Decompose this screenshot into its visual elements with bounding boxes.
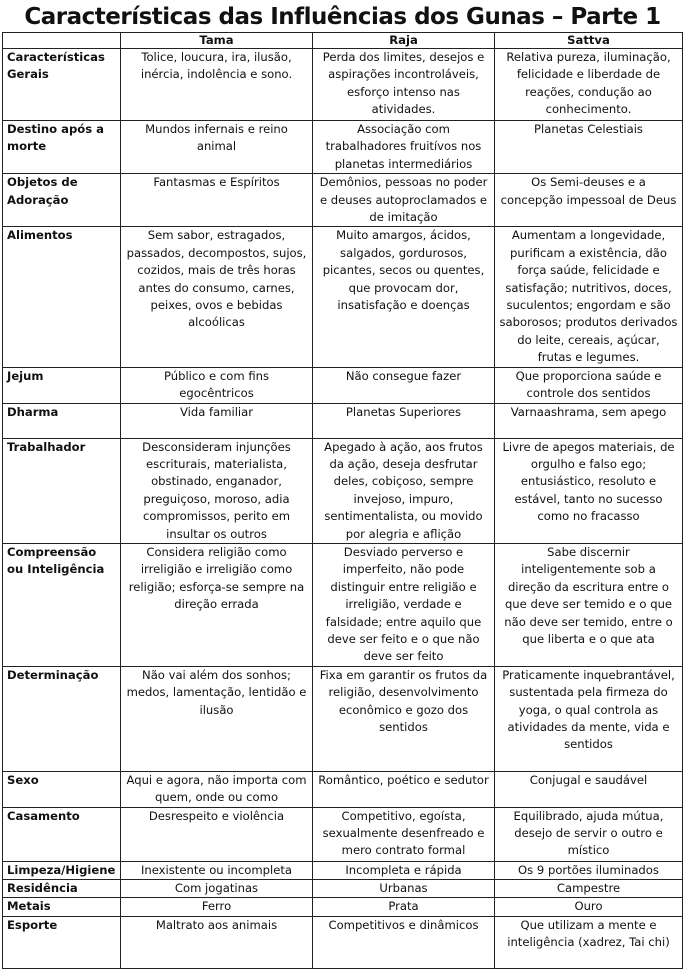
tama-cell: Não vai além dos sonhos; medos, lamentação, lentidão e ilusão xyxy=(121,666,313,771)
row-label: Destino após a morte xyxy=(3,121,121,174)
sattva-cell: Equilibrado, ajuda mútua, desejo de servir o outro e místico xyxy=(495,807,683,861)
header-row xyxy=(3,33,683,49)
sattva-cell: Campestre xyxy=(495,880,683,898)
sattva-cell: Que proporciona saúde e controle dos sentidos xyxy=(495,367,683,403)
sattva-cell: Os Semi-deuses e a concepção impessoal de Deus xyxy=(495,174,683,227)
row-label: Características Gerais xyxy=(3,49,121,121)
column-header-sattva: Sattva xyxy=(495,33,683,49)
table-row xyxy=(3,771,683,807)
raja-cell: Desviado perverso e imperfeito, não pode distinguir entre religião e irreligião, verdade e falsidade; entre aquilo que deve ser feito e o que não deve ser feito xyxy=(313,543,495,666)
tama-cell: Aqui e agora, não importa com quem, onde ou como xyxy=(121,771,313,807)
row-label: Sexo xyxy=(3,771,121,807)
sattva-cell: Praticamente inquebrantável, sustentada pela firmeza do yoga, o qual controla as atividades da mente, vida e sentidos xyxy=(495,666,683,771)
tama-cell: Desconsideram injunções escriturais, materialista, obstinado, enganador, preguiçoso, moroso, adia compromissos, perito em insultar os outros xyxy=(121,438,313,543)
row-label: Esporte xyxy=(3,916,121,968)
row-label: Dharma xyxy=(3,403,121,438)
raja-cell: Competitivos e dinâmicos xyxy=(313,916,495,968)
row-label: Metais xyxy=(3,898,121,916)
table-row xyxy=(3,666,683,771)
column-header-tama: Tama xyxy=(121,33,313,49)
raja-cell: Associação com trabalhadores fruitívos nos planetas intermediários xyxy=(313,121,495,174)
tama-cell: Ferro xyxy=(121,898,313,916)
tama-cell: Sem sabor, estragados, passados, decompostos, sujos, cozidos, mais de três horas antes do consumo, carnes, peixes, ovos e bebidas alcoólicas xyxy=(121,227,313,367)
sattva-cell: Aumentam a longevidade, purificam a existência, dão força saúde, felicidade e satisfação; nutritivos, doces, suculentos; engordam e são saborosos; produtos derivados do leite, cereais, açúcar, frutas e legumes. xyxy=(495,227,683,367)
tama-cell: Vida familiar xyxy=(121,403,313,438)
raja-cell: Prata xyxy=(313,898,495,916)
table-row xyxy=(3,543,683,666)
raja-cell: Não consegue fazer xyxy=(313,367,495,403)
row-label: Compreensão ou Inteligência xyxy=(3,543,121,666)
column-header-blank xyxy=(3,33,121,49)
tama-cell: Maltrato aos animais xyxy=(121,916,313,968)
table-row xyxy=(3,880,683,898)
sattva-cell: Livre de apegos materiais, de orgulho e falso ego; entusiástico, resoluto e estável, tanto no sucesso como no fracasso xyxy=(495,438,683,543)
sattva-cell: Varnaashrama, sem apego xyxy=(495,403,683,438)
raja-cell: Demônios, pessoas no poder e deuses autoproclamados e de imitação xyxy=(313,174,495,227)
sattva-cell: Conjugal e saudável xyxy=(495,771,683,807)
row-label: Trabalhador xyxy=(3,438,121,543)
tama-cell: Desrespeito e violência xyxy=(121,807,313,861)
row-label: Determinação xyxy=(3,666,121,771)
raja-cell: Competitivo, egoísta, sexualmente desenfreado e mero contrato formal xyxy=(313,807,495,861)
raja-cell: Fixa em garantir os frutos da religião, desenvolvimento econômico e gozo dos sentidos xyxy=(313,666,495,771)
row-label: Residência xyxy=(3,880,121,898)
tama-cell: Com jogatinas xyxy=(121,880,313,898)
sattva-cell: Relativa pureza, iluminação, felicidade e liberdade de reações, condução ao conhecimento. xyxy=(495,49,683,121)
table-row xyxy=(3,227,683,367)
tama-cell: Considera religião como irreligião e irreligião como religião; esforça-se sempre na direção errada xyxy=(121,543,313,666)
row-label: Limpeza/Higiene xyxy=(3,861,121,879)
raja-cell: Urbanas xyxy=(313,880,495,898)
gunas-table xyxy=(2,32,683,969)
table-row xyxy=(3,807,683,861)
tama-cell: Inexistente ou incompleta xyxy=(121,861,313,879)
table-row xyxy=(3,861,683,879)
table-row xyxy=(3,174,683,227)
row-label: Alimentos xyxy=(3,227,121,367)
raja-cell: Incompleta e rápida xyxy=(313,861,495,879)
sattva-cell: Planetas Celestiais xyxy=(495,121,683,174)
table-row xyxy=(3,49,683,121)
table-row xyxy=(3,898,683,916)
sattva-cell: Os 9 portões iluminados xyxy=(495,861,683,879)
raja-cell: Perda dos limites, desejos e aspirações incontroláveis, esforço intenso nas atividades. xyxy=(313,49,495,121)
sattva-cell: Ouro xyxy=(495,898,683,916)
tama-cell: Mundos infernais e reino animal xyxy=(121,121,313,174)
tama-cell: Fantasmas e Espíritos xyxy=(121,174,313,227)
table-row xyxy=(3,438,683,543)
sattva-cell: Sabe discernir inteligentemente sob a direção da escritura entre o que deve ser temido e o que não deve ser temido, entre o que liberta e o que ata xyxy=(495,543,683,666)
raja-cell: Planetas Superiores xyxy=(313,403,495,438)
page-title: Características das Influências dos Gunas – Parte 1 xyxy=(24,4,661,30)
sattva-cell: Que utilizam a mente e inteligência (xadrez, Tai chi) xyxy=(495,916,683,968)
raja-cell: Apegado à ação, aos frutos da ação, deseja desfrutar deles, cobiçoso, sempre invejoso, impuro, sentimentalista, ou movido por alegria e aflição xyxy=(313,438,495,543)
table-row xyxy=(3,403,683,438)
row-label: Casamento xyxy=(3,807,121,861)
row-label: Jejum xyxy=(3,367,121,403)
tama-cell: Público e com fins egocêntricos xyxy=(121,367,313,403)
table-row xyxy=(3,367,683,403)
row-label: Objetos de Adoração xyxy=(3,174,121,227)
raja-cell: Romântico, poético e sedutor xyxy=(313,771,495,807)
table-row xyxy=(3,916,683,968)
table-row xyxy=(3,121,683,174)
tama-cell: Tolice, loucura, ira, ilusão, inércia, indolência e sono. xyxy=(121,49,313,121)
raja-cell: Muito amargos, ácidos, salgados, gordurosos, picantes, secos ou quentes, que provocam dor, insatisfação e doenças xyxy=(313,227,495,367)
column-header-raja: Raja xyxy=(313,33,495,49)
